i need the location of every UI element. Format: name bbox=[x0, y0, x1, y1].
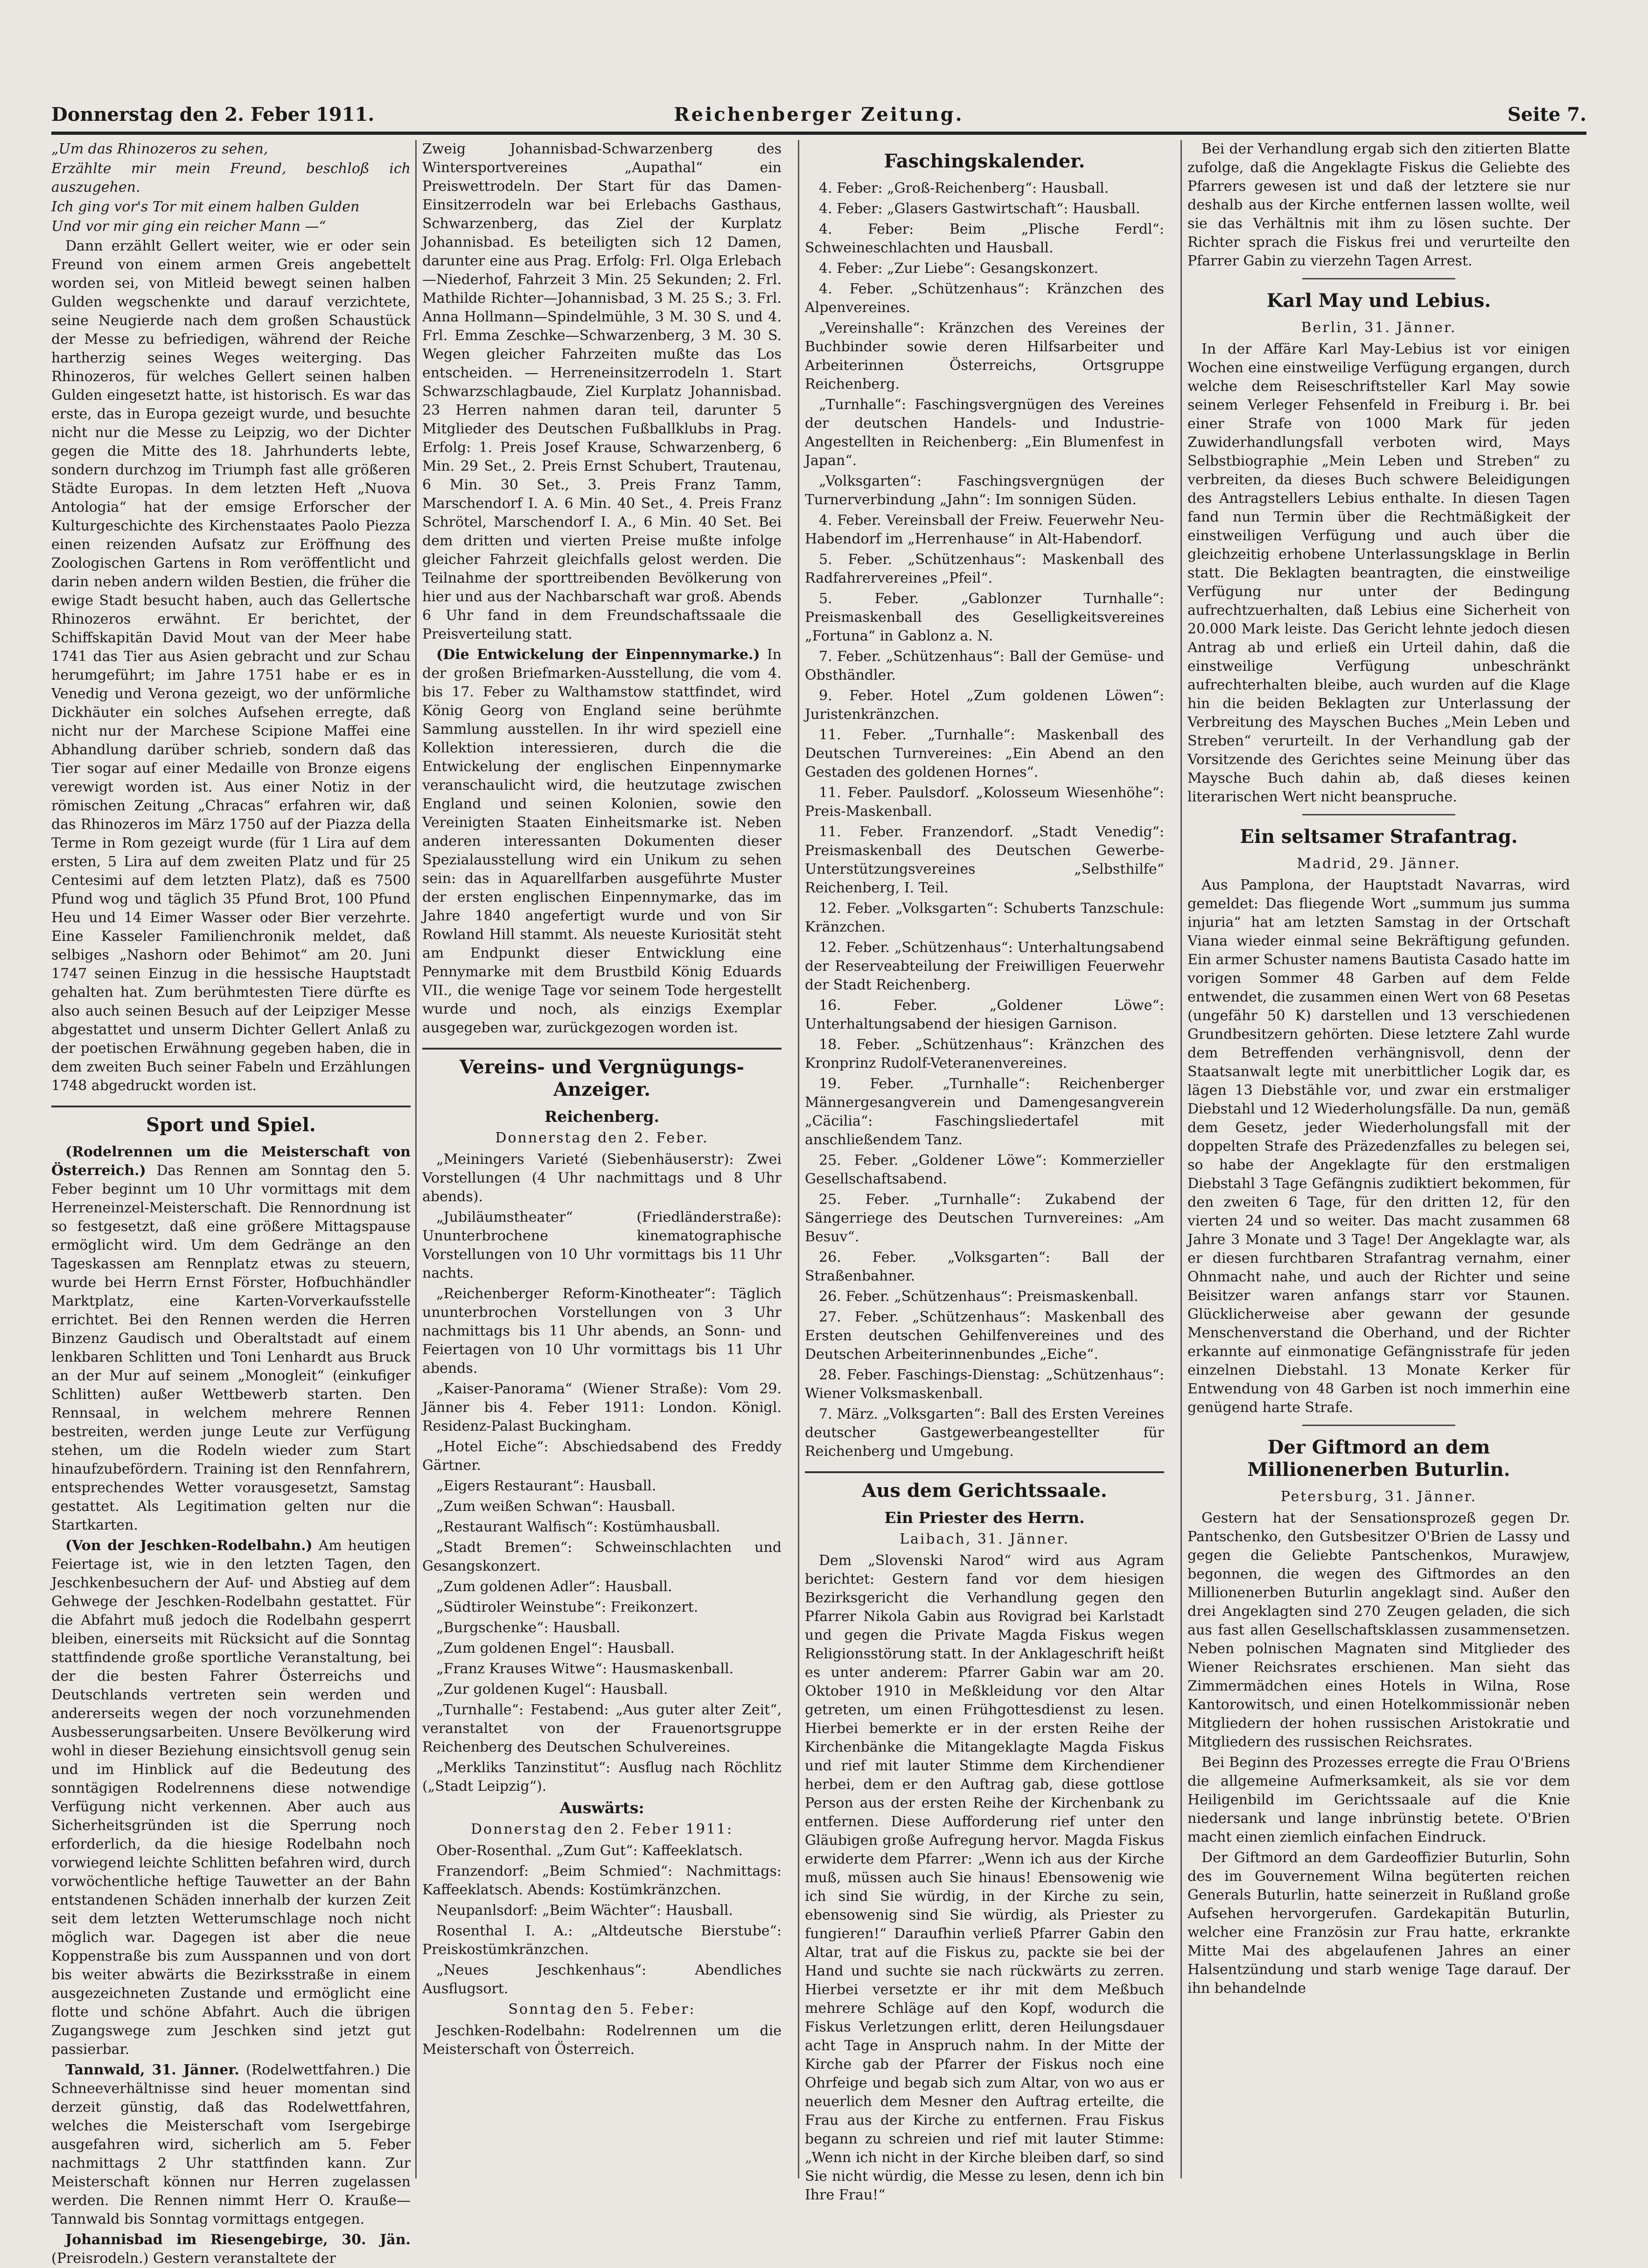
listing-item: Ober-Rosenthal. „Zum Gut“: Kaffeeklatsch. bbox=[436, 1843, 743, 1859]
column-rule bbox=[798, 140, 799, 2178]
section-heading: Aus dem Gerichtssaale. bbox=[805, 1471, 1164, 1502]
article-paragraph bbox=[51, 1143, 411, 1535]
calendar-item: 28. Feber. Faschings-Dienstag: „Schützenhaus“: Wiener Volksmaskenball. bbox=[805, 1367, 1164, 1402]
page-number: Seite 7. bbox=[1507, 104, 1586, 125]
calendar-item: 5. Feber. „Schützenhaus“: Maskenball des Radfahrervereines „Pfeil“. bbox=[805, 551, 1164, 586]
column-rule bbox=[1180, 140, 1182, 2178]
calendar-item: 25. Feber. „Turnhalle“: Zukabend der Sängerriege des Deutschen Turnvereines: „Am Besuv“. bbox=[805, 1191, 1164, 1245]
listing-item: „Merkliks Tanzinstitut“: Ausflug nach Röchlitz („Stadt Leipzig“). bbox=[422, 1760, 782, 1795]
column-1 bbox=[51, 140, 411, 2267]
subheading: Reichenberg. bbox=[544, 1107, 660, 1126]
newspaper-title: Reichenberger Zeitung. bbox=[674, 104, 964, 125]
column-rule bbox=[415, 140, 417, 2178]
article-paragraph: Gestern hat der Sensationsprozeß gegen Dr. Pantschenko, den Gutsbesitzer O'Brien de Lassy und gegen die Geliebte Pantschenkos, Murawjew, begonnen, die wegen des Giftmordes an den Millionenerben Buturlin angeklagt sind. Außer den drei Angeklagten sind 270 Zeugen geladen, die sich aus fast allen Gesellschaftsklassen zusammensetzen. Neben polnischen Magnaten sind Mitglieder des Wiener Reichsrates erschienen. Man sieht das Zimmermädchen eines Hotels in Wilna, Rose Kantorowitsch, und einen Hotelkommissionär neben Mitgliedern der hohen russischen Aristokratie und Mitgliedern des russischen Reichsrates. bbox=[1187, 1510, 1570, 1750]
article-paragraph bbox=[51, 2061, 411, 2229]
listing-item: „Burgschenke“: Hausball. bbox=[436, 1620, 621, 1636]
divider bbox=[1302, 278, 1455, 279]
calendar-item: 16. Feber. „Goldener Löwe“: Unterhaltungsabend der hiesigen Garnison. bbox=[805, 997, 1164, 1032]
dateline: Petersburg, 31. Jänner. bbox=[1280, 1489, 1477, 1505]
listing-item: „Restaurant Walfisch“: Kostümhausball. bbox=[436, 1519, 720, 1535]
dateline: Donnerstag den 2. Feber 1911: bbox=[470, 1821, 733, 1837]
calendar-item: 25. Feber. „Goldener Löwe“: Kommerzieller Gesellschaftsabend. bbox=[805, 1152, 1164, 1187]
listing-item: „Reichenberger Reform-Kinotheater“: Täglich ununterbrochen Vorstellungen von 3 Uhr nachmittags bis 11 Uhr abends, an Sonn- und Feiertagen von 10 Uhr vormittags bis 11 Uhr abends. bbox=[422, 1286, 782, 1377]
article-paragraph: Aus Pamplona, der Hauptstadt Navarras, wird gemeldet: Das fliegende Wort „summum jus summa injuria“ hat am letzten Samstag in der Ortschaft Viana wieder einmal seine Bekräftigung gefunden. Ein armer Schuster namens Bautista Casado hatte im vorigen Sommer 48 Garben auf dem Felde entwendet, die zusammen einen Wert von 68 Pesetas (ungefähr 50 K) darstellen und 13 verschiedenen Grundbesitzern gehörten. Diese letztere Zahl wurde dem Betreffenden verhängnisvoll, denn der Staatsanwalt legte mit unerbittlicher Logik dar, es lägen 13 Diebstähle vor, und zwar ein erstmaliger Diebstahl und 12 Wiederholungsfälle. Da nun, gemäß dem Gesetz, jeder Wiederholungsfall mit der doppelten Strafe des Präzedenzfalles zu belegen sei, so habe der Angeklagte für den erstmaligen Diebstahl 3 Tage Gefängnis zudiktiert bekommen, für den zweiten 6 Tage, für den dritten 12, für den vierten 24 und so weiter. Das macht zusammen 68 Jahre 3 Monate und 3 Tage! Der Angeklagte war, als er diesen furchtbaren Strafantrag vernahm, einer Ohnmacht nahe, und auch der Richter und seine Beisitzer waren anfangs starr vor Staunen. Glücklicherweise aber gewann der gesunde Menschenverstand die Oberhand, und der Richter erkannte auf einmonatige Gefängnisstrafe für jeden einzelnen Diebstahl. 13 Monate Kerker für Entwendung von 48 Garben ist noch immerhin eine genügend harte Strafe. bbox=[1187, 877, 1570, 1416]
calendar-item: 11. Feber. Paulsdorf. „Kolosseum Wiesenhöhe“: Preis-Maskenball. bbox=[805, 785, 1164, 820]
article-paragraph bbox=[51, 1537, 411, 2059]
calendar-item: 11. Feber. Franzendorf. „Stadt Venedig“: Preismaskenball des Deutschen Gewerbe- Unterstützungsvereines „Selbsthilfe“ Reichenberg, I. Teil. bbox=[805, 824, 1164, 896]
calendar-item: 11. Feber. „Turnhalle“: Maskenball des Deutschen Turnvereines: „Ein Abend an den Gestaden des goldenen Hornes“. bbox=[805, 727, 1164, 780]
calendar-item: 26. Feber. „Volksgarten“: Ball der Straßenbahner. bbox=[805, 1249, 1164, 1284]
item-text: In der großen Briefmarken-Ausstellung, die vom 4. bis 17. Feber zu Walthamstow stattfindet, wird König Georg von England seine berühmte Sammlung ausstellen. In ihr wird speziell eine Kollektion interessieren, durch die die Entwickelung der englischen Einpennymarke veranschaulicht wird, die heutzutage zwischen England und seinen Kolonien, sowie den Vereinigten Staaten Einheitsmarke ist. Neben anderen interessanten Dokumenten dieser Spezialausstellung wird ein Unikum zu sehen sein: das in Aquarellfarben ausgeführte Muster der ersten englischen Einpennymarke, das im Jahre 1840 angefertigt wurde und von Sir Rowland Hill stammt. Als neueste Kuriosität steht am Endpunkt dieser Entwicklung eine Pennymarke mit dem Brustbild König Eduards VII., die wenige Tage vor seinem Tode hergestellt wurde und noch, als einzigs Exemplar ausgegeben war, zurückgezogen worden ist. bbox=[422, 647, 782, 1036]
article-paragraph bbox=[422, 646, 782, 1037]
dateline: Sonntag den 5. Feber: bbox=[508, 2001, 696, 2018]
dateline: Berlin, 31. Jänner. bbox=[1301, 320, 1457, 336]
calendar-item: 4. Feber: „Zur Liebe“: Gesangskonzert. bbox=[819, 260, 1098, 277]
listing-item: „Meiningers Varieté (Siebenhäuserstr): Zwei Vorstellungen (4 Uhr nachmittags und 8 Uhr abends). bbox=[422, 1151, 782, 1205]
calendar-item: 19. Feber. „Turnhalle“: Reichenberger Männergesangverein und Damengesangverein „Cäcilia“: Faschingsliedertafel mit anschließendem Tanz. bbox=[805, 1076, 1164, 1148]
section-heading: Karl May und Lebius. bbox=[1266, 290, 1491, 312]
article-paragraph: Der Giftmord an dem Gardeoffizier Buturlin, Sohn des im Gouvernement Wilna begüterten reichen Generals Buturlin, hatte seinerzeit in Rußland große Aufsehen hervorgerufen. Gardekapitän Buturlin, welcher eine Französin zur Frau hatte, erkrankte Mitte Mai des abgelaufenen Jahres an einer Halsentzündung und starb wenige Tage darauf. Der ihn behandelnde bbox=[1187, 1850, 1570, 1997]
section-heading: Vereins- und Vergnügungs-Anzeiger. bbox=[422, 1048, 782, 1101]
poem-line: „Um das Rhinozeros zu sehen, bbox=[51, 141, 268, 157]
article-paragraph: Zweig Johannisbad-Schwarzenberg des Wintersportvereines „Aupathal“ ein Preiswettrodeln. Der Start für das Damen-Einsitzerrodeln war bei Erlebachs Gasthaus, Schwarzenberg, das Ziel der Kurplatz Johannisbad. Es beteiligten sich 12 Damen, darunter eine aus Prag. Erfolg: Frl. Olga Erlebach—Niederhof, Fahrzeit 3 Min. 25 Sekunden; 2. Frl. Mathilde Richter—Johannisbad, 3 M. 25 S.; 3. Frl. Anna Hollmann—Spindelmühle, 3 M. 30 S. und 4. Frl. Emma Zeschke—Schwarzenberg, 3 M. 30 S. Wegen gleicher Fahrzeiten mußte das Los entscheiden. — Herreneinsitzerrodeln 1. Start Schwarzschlagbaude, Ziel Kurplatz Johannisbad. 23 Herren nahmen daran teil, darunter 5 Mitglieder des Deutschen Fußballklubs in Prag. Erfolg: 1. Preis Josef Krause, Schwarzenberg, 6 Min. 29 Set., 2. Preis Ernst Schubert, Trautenau, 6 Min. 30 Set., 3. Preis Franz Tamm, Marschendorf I. A. 6 Min. 40 Set., 4. Preis Franz Schrötel, Marschendorf I. A., 6 Min. 40 Set. Bei dem dritten und vierten Preise mußte infolge gleicher Fahrzeit gleichfalls gelost werden. Die Teilnahme der sporttreibenden Bevölkerung von hier und aus der Nachbarschaft war groß. Abends 6 Uhr fand in dem Freundschaftssaale die Preisverteilung statt. bbox=[422, 141, 782, 642]
item-lead: (Die Entwickelung der Einpennymarke.) bbox=[436, 647, 760, 663]
calendar-item: „Turnhalle“: Faschingsvergnügen des Vereines der deutschen Handels- und Industrie-Angestellten in Reichenberg: „Ein Blumenfest in Japan“. bbox=[805, 397, 1164, 469]
calendar-item: 27. Feber. „Schützenhaus“: Maskenball des Ersten deutschen Gehilfenvereines und des Deutschen Arbeiterinnenbundes „Eiche“. bbox=[805, 1309, 1164, 1363]
listing-item: „Stadt Bremen“: Schweinschlachten und Gesangskonzert. bbox=[422, 1539, 782, 1574]
poem-line: Erzählte mir mein Freund, beschloß ich auszugehen. bbox=[51, 160, 411, 195]
listing-item: Jeschken-Rodelbahn: Rodelrennen um die Meisterschaft von Österreich. bbox=[422, 2023, 782, 2058]
listing-item: „Franz Krauses Witwe“: Hausmaskenball. bbox=[436, 1661, 734, 1677]
article-paragraph: In der Affäre Karl May-Lebius ist vor einigen Wochen eine einstweilige Verfügung ergangen, durch welche dem Reiseschriftsteller Karl May sowie seinem Verleger Fehsenfeld in Freiburg i. Br. bei einer Strafe von 1000 Mark für jeden Zuwiderhandlungsfall verboten wird, Mays Selbstbiographie „Mein Leben und Streben“ zu verbreiten, da dieses Buch schwere Beleidigungen des Antragstellers Lebius enthalte. In diesen Tagen fand nun Termin über die Rechtmäßigkeit der einstweiligen Verfügung und auch über die gleichzeitig erhobene Unterlassungsklage in Berlin statt. Die Beklagten beantragten, die einstweilige Verfügung nur unter der Bedingung aufrechtzuerhalten, daß Lebius eine Sicherheit von 20.000 Mark leiste. Das Gericht lehnte jedoch diesen Antrag ab und erließ ein Urteil dahin, daß die einstweilige Verfügung unbeschränkt aufrechterhalten bleibe, auch wurden auf die Klage hin die beiden Beklagten zur Unterlassung der Verbreitung des Mayschen Buches „Mein Leben und Streben“ verurteilt. In der Verhandlung gab der Vorsitzende des Gerichtes seine Meinung über das Maysche Buch dahin ab, daß dieses keinen literarischen Wert nicht beanspruche. bbox=[1187, 341, 1570, 805]
poem-line: Und vor mir ging ein reicher Mann —“ bbox=[51, 218, 326, 235]
calendar-item: 9. Feber. Hotel „Zum goldenen Löwen“: Juristenkränzchen. bbox=[805, 688, 1164, 723]
divider bbox=[1302, 814, 1455, 815]
calendar-item: 4. Feber: „Groß-Reichenberg“: Hausball. bbox=[819, 180, 1109, 196]
article-paragraph: Dann erzählt Gellert weiter, wie er oder sein Freund von einem armen Greis angebettelt worden sei, von Mitleid bewegt seinen halben Gulden wegschenkte und darauf verzichtete, seine Neugierde nach dem großen Schaustück der Messe zu befriedigen, während der Reiche hartherzig seines Weges weiterging. Das Rhinozeros, für welches Gellert seinen halben Gulden eingesetzt hatte, ist historisch. Es war das erste, das in Europa gezeigt wurde, und besuchte nicht nur die Messe zu Leipzig, wo der Dichter gegen die Mitte des 18. Jahrhunderts lebte, sondern durchzog im Triumph fast alle größeren Städte Europas. In dem letzten Heft „Nuova Antologia“ hat der emsige Erforscher der Kulturgeschichte des Kirchenstaates Paolo Piezza einen reizenden Aufsatz zur Eröffnung des Zoologischen Gartens in Rom veröffentlicht und darin neben andern wilden Bestien, die früher die ewige Stadt besucht haben, auch das Gellertsche Rhinozeros erwähnt. Er berichtet, der Schiffskapitän David Mout van der Meer habe 1741 das Tier aus Asien gebracht und zur Schau herumgeführt; im Jahre 1751 habe er es in Venedig und Verona gezeigt, wo der unförmliche Dickhäuter ein solches Aufsehen erregte, daß nicht nur der Marchese Scipione Maffei eine Abhandlung darüber schrieb, sondern daß das Tier sogar auf einer Medaille von Bronze eigens verewigt worden ist. Aus einer Notiz in der römischen Zeitung „Chracas“ erfahren wir, daß das Rhinozeros im März 1750 auf der Piazza della Terme in Rom gezeigt wurde (für 1 Lira auf dem ersten, 5 Lira auf dem zweiten Platz und für 25 Centesimi auf dem letzten Platz), daß es 7500 Pfund wog und täglich 35 Pfund Brot, 100 Pfund Heu und 14 Eimer Wasser oder Bier verzehrte. Eine Kasseler Familienchronik meldet, daß selbiges „Nashorn oder Behimot“ am 20. Juni 1747 seinen Einzug in die hessische Hauptstadt gehalten hat. Zum berühmtesten Tiere dürfte es also auch seinen Besuch auf der Leipziger Messe abgestattet und unserm Dichter Gellert Anlaß zu der poetischen Erwähnung gegeben haben, die in dem zweiten Buch seiner Fabeln und Erzählungen 1748 abgedruckt worden ist. bbox=[51, 238, 411, 1094]
poem-line: Ich ging vor's Tor mit einem halben Gulden bbox=[51, 199, 360, 215]
column-4 bbox=[1187, 140, 1570, 2183]
listing-item: „Südtiroler Weinstube“: Freikonzert. bbox=[436, 1599, 698, 1615]
calendar-item: 26. Feber. „Schützenhaus“: Preismaskenball. bbox=[819, 1288, 1138, 1305]
article-paragraph: Bei Beginn des Prozesses erregte die Frau O'Briens die allgemeine Aufmerksamkeit, als sie vor dem Heiligenbild im Gerichtssaale auf die Knie niedersank und lange inbrünstig betete. O'Brien macht einen ziemlich einfachen Eindruck. bbox=[1187, 1754, 1570, 1845]
listing-item: „Hotel Eiche“: Abschiedsabend des Freddy Gärtner. bbox=[422, 1439, 782, 1474]
calendar-item: 5. Feber. „Gablonzer Turnhalle“: Preismaskenball des Geselligkeitsvereines „Fortuna“ in Gablonz a. N. bbox=[805, 591, 1164, 644]
calendar-item: 18. Feber. „Schützenhaus“: Kränzchen des Kronprinz Rudolf-Veteranenvereines. bbox=[805, 1037, 1164, 1071]
section-heading: Faschingskalender. bbox=[884, 150, 1085, 172]
listing-item: Rosenthal I. A.: „Altdeutsche Bierstube“: Preiskostümkränzchen. bbox=[422, 1923, 782, 1958]
item-text: (Rodelwettfahren.) Die Schneeverhältnisse sind heuer momentan sind derzeit günstig, daß das Rodelwettfahren, welches die Meisterschaft vom Isergebirge ausgefahren wird, sicherlich am 5. Feber nachmittags 2 Uhr stattfinden kann. Zur Meisterschaft können nur Herren zugelassen werden. Die Rennen nimmt Herr O. Krauße—Tannwald bis Sonntag vormittags entgegen. bbox=[51, 2062, 411, 2227]
page-header bbox=[51, 104, 1586, 135]
item-lead: Tannwald, 31. Jänner. bbox=[65, 2062, 239, 2078]
subheading: Auswärts: bbox=[559, 1799, 644, 1817]
section-heading: Der Giftmord an dem Millionenerben Buturlin. bbox=[1247, 1436, 1510, 1481]
calendar-item: „Volksgarten“: Faschingsvergnügen der Turnerverbindung „Jahn“: Im sonnigen Süden. bbox=[805, 473, 1164, 508]
item-lead: Johannisbad im Riesengebirge, 30. Jän. bbox=[65, 2232, 411, 2248]
listing-item: „Eigers Restaurant“: Hausball. bbox=[436, 1478, 656, 1494]
dateline: Laibach, 31. Jänner. bbox=[900, 1531, 1069, 1547]
listing-item: Neupanlsdorf: „Beim Wächter“: Hausball. bbox=[436, 1902, 733, 1919]
section-heading: Sport und Spiel. bbox=[51, 1106, 411, 1136]
listing-item: „Kaiser-Panorama“ (Wiener Straße): Vom 29. Jänner bis 4. Feber 1911: London. Königl. Residenz-Palast Buckingham. bbox=[422, 1381, 782, 1434]
column-2 bbox=[422, 140, 782, 2183]
calendar-item: 12. Feber. „Volksgarten“: Schuberts Tanzschule: Kränzchen. bbox=[805, 900, 1164, 935]
divider bbox=[1302, 1425, 1455, 1426]
calendar-item: 4. Feber: „Glasers Gastwirtschaft“: Hausball. bbox=[819, 201, 1140, 217]
listing-item: „Zum weißen Schwan“: Hausball. bbox=[436, 1498, 676, 1515]
item-text: Das Rennen am Sonntag den 5. Feber beginnt um 10 Uhr vormittags mit dem Herreneinzel-Meisterschaft. Die Rennordnung ist so festgesetzt, daß eine größere Mittagspause ermöglicht wird. Um dem Gedränge an den Tageskassen am Rennplatz etwas zu steuern, wurde bei Herrn Ernst Förster, Hofbuchhändler Marktplatz, eine Karten-Vorverkaufsstelle errichtet. Bei den Rennen werden die Herren Binzenz Gaudisch und Oberaltstadt auf einem lenkbaren Schlitten und Toni Lenhardt aus Bruck an der Mur auf seinem „Monogleit“ (einkufiger Schlitten) außer Wettbewerb starten. Den Rennsaal, in welchem mehrere Rennen bestreiten, werden junge Leute zur Verfügung stehen, um die Rodeln wieder zum Start hinaufzubefördern. Training ist den Rennfahrern, entsprechendes Wetter vorausgesetzt, Samstag gestattet. Als Legitimation gelten nur die Startkarten. bbox=[51, 1162, 411, 1533]
dateline: Donnerstag den 2. Feber. bbox=[495, 1130, 709, 1146]
listing-item: „Turnhalle“: Festabend: „Aus guter alter Zeit“, veranstaltet von der Frauenortsgruppe Reichenberg des Deutschen Schulvereines. bbox=[422, 1702, 782, 1755]
header-date: Donnerstag den 2. Feber 1911. bbox=[51, 104, 375, 125]
item-text: Am heutigen Feiertage ist, wie in den letzten Tagen, den Jeschkenbesuchern der Auf- und Abstieg auf dem Gehwege der Jeschken-Rodelbahn gestattet. Für die Abfahrt muß jedoch die Rodelbahn gesperrt bleiben, einerseits mit Rücksicht auf die Sonntag stattfindende große sportliche Veranstaltung, bei der die besten Fahrer Österreichs und Deutschlands vertreten sein werden und andererseits wegen der noch vorzunehmenden Ausbesserungsarbeiten. Unsere Bevölkerung wird wohl in dieser Beziehung einsichtsvoll genug sein und im Hinblick auf die Bedeutung des sonntägigen Rodelrennens diese notwendige Verfügung nicht verkennen. Aber auch aus Sicherheitsgründen ist die Sperrung noch erforderlich, da die hiesige Rodelbahn noch vorwiegend leichte Schlitten befahren wird, durch vorwöchentliche heftige Tauwetter an der Bahn entstandenen Schäden innerhalb der kurzen Zeit seit dem letzten Wetterumschlage noch nicht möglich war. Dagegen ist aber die neue Koppenstraße bis zum Ausspannen und von dort bis weiter abwärts die Bezirksstraße in einem ausgezeichneten Zustande und ermöglicht eine flotte und schöne Abfahrt. Auch die übrigen Zugangswege zum Jeschken sind jetzt gut passierbar. bbox=[51, 1538, 411, 2058]
section-heading: Ein seltsamer Strafantrag. bbox=[1240, 826, 1518, 848]
calendar-item: 7. Feber. „Schützenhaus“: Ball der Gemüse- und Obsthändler. bbox=[805, 648, 1164, 683]
calendar-item: 4. Feber: Beim „Plische Ferdl“: Schweineschlachten und Hausball. bbox=[805, 221, 1164, 256]
item-text: (Preisrodeln.) Gestern veranstaltete der bbox=[51, 2250, 336, 2267]
listing-item: „Zum goldenen Adler“: Hausball. bbox=[436, 1579, 672, 1595]
item-lead: (Von der Jeschken-Rodelbahn.) bbox=[65, 1538, 313, 1554]
calendar-item: 4. Feber. „Schützenhaus“: Kränzchen des Alpenvereines. bbox=[805, 281, 1164, 316]
dateline: Madrid, 29. Jänner. bbox=[1297, 856, 1461, 872]
item-lead: (Rodelrennen um die Meisterschaft von Österreich.) bbox=[51, 1144, 411, 1179]
calendar-item: 12. Feber. „Schützenhaus“: Unterhaltungsabend der Reserveabteilung der Freiwilligen Feuerwehr der Stadt Reichenberg. bbox=[805, 939, 1164, 993]
listing-item: „Neues Jeschkenhaus“: Abendliches Ausflugsort. bbox=[422, 1962, 782, 1997]
article-paragraph: Dem „Slovenski Narod“ wird aus Agram berichtet: Gestern fand vor dem hiesigen Bezirksgericht die Verhandlung gegen den Pfarrer Nikola Gabin aus Rovigrad bei Karlstadt und gegen die Private Magda Fiskus wegen Religionsstörung statt. In der Anklageschrift heißt es unter anderem: Pfarrer Gabin war am 20. Oktober 1910 in Meßkleidung vor den Altar getreten, um einen Frühgottesdienst zu lesen. Hierbei bemerkte er in der ersten Reihe der Kirchenbänke die Mitangeklagte Magda Fiskus und rief mit lauter Stimme dem Kirchendiener herbei, dem er den Auftrag gab, diese gottlose Person aus der ersten Reihe der Kirchenbank zu entfernen. Diese Aufforderung rief unter den Gläubigen große Aufregung hervor. Magda Fiskus erwiderte dem Pfarrer: „Wenn ich aus der Kirche muß, müssen auch Sie hinaus! Ebensowenig wie ich sind Sie würdig, in der Kirche zu sein, ebensowenig sind Sie würdig, als Priester zu fungieren!“ Daraufhin verließ Pfarrer Gabin den Altar, trat auf die Fiskus zu, packte sie bei der Hand und suchte sie nach rückwärts zu zerren. Hierbei versetzte er ihr mit dem Meßbuch mehrere Schläge auf den Kopf, wodurch die Fiskus Verletzungen erlitt, deren Heilungsdauer acht Tage in Anspruch nahm. In der Mitte der Kirche gab der Pfarrer der Fiskus noch eine Ohrfeige und begab sich zum Altar, von wo aus er neuerlich dem Mesner den Auftrag erteilte, die Frau aus der Kirche zu entfernen. Frau Fiskus begann zu schreien und rief mit lauter Stimme: „Wenn ich nicht in der Kirche bleiben darf, so sind Sie nicht würdig, die Messe zu lesen, denn ich bin Ihre Frau!“ bbox=[805, 1552, 1164, 2203]
listing-item: „Zum goldenen Engel“: Hausball. bbox=[436, 1640, 675, 1656]
listing-item: „Zur goldenen Kugel“: Hausball. bbox=[436, 1681, 668, 1698]
column-3 bbox=[805, 140, 1164, 2203]
subheading: Ein Priester des Herrn. bbox=[884, 1509, 1085, 1527]
calendar-item: 7. März. „Volksgarten“: Ball des Ersten Vereines deutscher Gastgewerbeangestellter für Reichenberg und Umgebung. bbox=[805, 1406, 1164, 1460]
article-paragraph bbox=[51, 2231, 411, 2268]
article-paragraph: Bei der Verhandlung ergab sich den zitierten Blatte zufolge, daß die Angeklagte Fiskus die Geliebte des Pfarrers gewesen ist und daß der letztere sie nur deshalb aus der Kirche entfernen lassen wollte, weil sie das Verhältnis mit ihm zu lösen suchte. Der Richter sprach die Fiskus frei und verurteilte den Pfarrer Gabin zu vierzehn Tagen Arrest. bbox=[1187, 141, 1570, 269]
calendar-item: 4. Feber. Vereinsball der Freiw. Feuerwehr Neu-Habendorf im „Herrenhause“ in Alt-Habendorf. bbox=[805, 512, 1164, 547]
listing-item: Franzendorf: „Beim Schmied“: Nachmittags: Kaffeeklatsch. Abends: Kostümkränzchen. bbox=[422, 1863, 782, 1898]
calendar-item: „Vereinshalle“: Kränzchen des Vereines der Buchbinder sowie deren Hilfsarbeiter und Arbeiterinnen Österreichs, Ortsgruppe Reichenberg. bbox=[805, 320, 1164, 392]
listing-item: „Jubiläumstheater“ (Friedländerstraße): Ununterbrochene kinematographische Vorstellungen von 10 Uhr vormittags bis 11 Uhr nachts. bbox=[422, 1209, 782, 1281]
